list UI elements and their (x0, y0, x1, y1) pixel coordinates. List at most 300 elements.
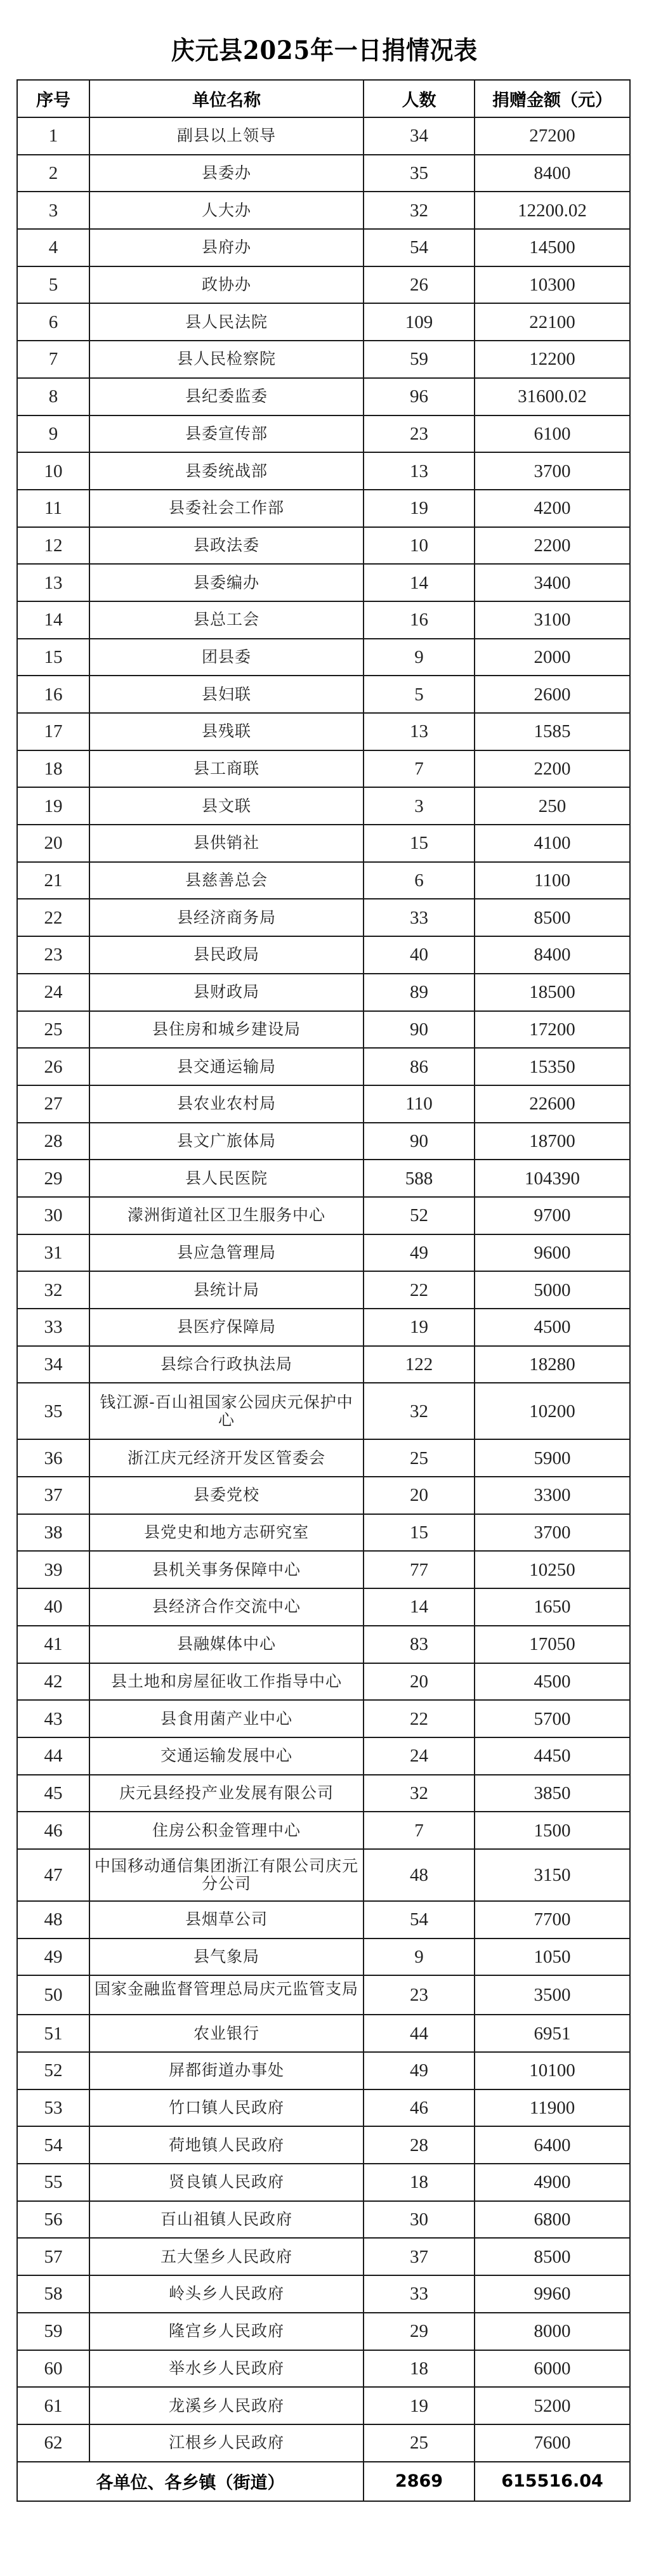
row-number: 11 (17, 490, 89, 527)
table-row (17, 2052, 630, 2089)
donation-amount: 3500 (475, 1975, 630, 2015)
donation-amount: 8500 (475, 2238, 630, 2275)
unit-name: 县纪委监委 (89, 378, 364, 415)
header-amount: 捐赠金额（元） (475, 80, 630, 117)
header-count: 人数 (364, 80, 475, 117)
person-count: 86 (364, 1048, 475, 1085)
unit-name: 交通运输发展中心 (89, 1737, 364, 1775)
donation-amount: 31600.02 (475, 378, 630, 415)
donation-amount: 4500 (475, 1309, 630, 1346)
row-number: 31 (17, 1234, 89, 1272)
unit-name: 县交通运输局 (89, 1048, 364, 1085)
table-row (17, 1663, 630, 1701)
unit-name: 钱江源-百山祖国家公园庆元保护中心 (89, 1383, 364, 1439)
donation-amount: 6800 (475, 2201, 630, 2239)
person-count: 22 (364, 1700, 475, 1737)
unit-name: 县委党校 (89, 1477, 364, 1514)
table-row (17, 564, 630, 601)
person-count: 19 (364, 2387, 475, 2424)
donation-amount: 1050 (475, 1939, 630, 1976)
person-count: 59 (364, 341, 475, 378)
table-row (17, 1939, 630, 1976)
table-row (17, 1737, 630, 1775)
unit-name: 五大堡乡人民政府 (89, 2238, 364, 2275)
person-count: 14 (364, 1588, 475, 1626)
row-number: 26 (17, 1048, 89, 1085)
person-count: 122 (364, 1346, 475, 1383)
unit-name: 县政法委 (89, 527, 364, 565)
person-count: 54 (364, 1901, 475, 1939)
unit-name: 县农业农村局 (89, 1085, 364, 1123)
person-count: 19 (364, 1309, 475, 1346)
person-count: 48 (364, 1849, 475, 1901)
row-number: 30 (17, 1197, 89, 1234)
person-count: 109 (364, 303, 475, 341)
row-number: 59 (17, 2313, 89, 2350)
person-count: 77 (364, 1551, 475, 1588)
row-number: 3 (17, 192, 89, 229)
donation-amount: 12200.02 (475, 192, 630, 229)
unit-name: 县综合行政执法局 (89, 1346, 364, 1383)
table-row (17, 1975, 630, 2015)
table-row (17, 341, 630, 378)
unit-name: 县残联 (89, 713, 364, 750)
person-count: 49 (364, 2052, 475, 2089)
table-row (17, 2424, 630, 2462)
unit-name: 县慈善总会 (89, 862, 364, 899)
donation-amount: 8400 (475, 155, 630, 192)
donation-amount: 27200 (475, 117, 630, 155)
unit-name: 县委办 (89, 155, 364, 192)
row-number: 39 (17, 1551, 89, 1588)
person-count: 16 (364, 601, 475, 639)
donation-amount: 10100 (475, 2052, 630, 2089)
row-number: 19 (17, 787, 89, 825)
table-row (17, 1383, 630, 1439)
row-number: 48 (17, 1901, 89, 1939)
row-number: 13 (17, 564, 89, 601)
table-row (17, 974, 630, 1011)
row-number: 40 (17, 1588, 89, 1626)
table-row (17, 2313, 630, 2350)
donation-amount: 5000 (475, 1271, 630, 1309)
row-number: 10 (17, 452, 89, 490)
donation-amount: 3400 (475, 564, 630, 601)
person-count: 90 (364, 1123, 475, 1160)
donation-amount: 18700 (475, 1123, 630, 1160)
donation-amount: 3150 (475, 1849, 630, 1901)
row-number: 22 (17, 899, 89, 936)
row-number: 15 (17, 639, 89, 676)
person-count: 6 (364, 862, 475, 899)
table-row (17, 1048, 630, 1085)
person-count: 9 (364, 1939, 475, 1976)
table-row (17, 601, 630, 639)
unit-name: 贤良镇人民政府 (89, 2164, 364, 2201)
donation-amount: 3850 (475, 1775, 630, 1812)
table-row (17, 1234, 630, 1272)
person-count: 46 (364, 2089, 475, 2127)
row-number: 35 (17, 1383, 89, 1439)
row-number: 53 (17, 2089, 89, 2127)
person-count: 28 (364, 2126, 475, 2164)
donation-amount: 9600 (475, 1234, 630, 1272)
person-count: 14 (364, 564, 475, 601)
donation-amount: 5700 (475, 1700, 630, 1737)
donation-amount: 10250 (475, 1551, 630, 1588)
row-number: 45 (17, 1775, 89, 1812)
person-count: 24 (364, 1737, 475, 1775)
unit-name: 县委社会工作部 (89, 490, 364, 527)
person-count: 90 (364, 1011, 475, 1049)
table-row (17, 1271, 630, 1309)
donation-amount: 22600 (475, 1085, 630, 1123)
donation-amount: 9960 (475, 2275, 630, 2313)
person-count: 44 (364, 2015, 475, 2052)
donation-amount: 7600 (475, 2424, 630, 2462)
donation-amount: 1100 (475, 862, 630, 899)
row-number: 42 (17, 1663, 89, 1701)
unit-name: 荷地镇人民政府 (89, 2126, 364, 2164)
table-row (17, 155, 630, 192)
donation-amount: 2600 (475, 676, 630, 713)
unit-name: 中国移动通信集团浙江有限公司庆元分公司 (89, 1849, 364, 1901)
donation-amount: 10200 (475, 1383, 630, 1439)
table-row (17, 2350, 630, 2388)
row-number: 33 (17, 1309, 89, 1346)
table-row (17, 862, 630, 899)
row-number: 17 (17, 713, 89, 750)
unit-name: 竹口镇人民政府 (89, 2089, 364, 2127)
person-count: 23 (364, 415, 475, 453)
unit-name: 县民政局 (89, 936, 364, 974)
person-count: 32 (364, 1775, 475, 1812)
donation-amount: 12200 (475, 341, 630, 378)
row-number: 18 (17, 750, 89, 788)
table-row (17, 1901, 630, 1939)
person-count: 22 (364, 1271, 475, 1309)
row-number: 51 (17, 2015, 89, 2052)
unit-name: 国家金融监督管理总局庆元监管支局 (89, 1975, 364, 2015)
table-row (17, 2201, 630, 2239)
row-number: 54 (17, 2126, 89, 2164)
person-count: 18 (364, 2164, 475, 2201)
table-row (17, 1551, 630, 1588)
row-number: 52 (17, 2052, 89, 2089)
donation-amount: 2200 (475, 750, 630, 788)
donation-amount: 8500 (475, 899, 630, 936)
row-number: 25 (17, 1011, 89, 1049)
donation-amount: 17200 (475, 1011, 630, 1049)
donation-amount: 1650 (475, 1588, 630, 1626)
donation-amount: 2000 (475, 639, 630, 676)
unit-name: 县委编办 (89, 564, 364, 601)
table-row (17, 1626, 630, 1663)
table-row (17, 1588, 630, 1626)
unit-name: 县总工会 (89, 601, 364, 639)
person-count: 26 (364, 266, 475, 304)
row-number: 32 (17, 1271, 89, 1309)
unit-name: 县统计局 (89, 1271, 364, 1309)
unit-name: 住房公积金管理中心 (89, 1812, 364, 1849)
donation-amount: 1500 (475, 1812, 630, 1849)
unit-name: 浙江庆元经济开发区管委会 (89, 1439, 364, 1477)
row-number: 38 (17, 1514, 89, 1552)
person-count: 13 (364, 452, 475, 490)
donation-amount: 4100 (475, 825, 630, 862)
total-amount: 615516.04 (475, 2462, 630, 2501)
row-number: 2 (17, 155, 89, 192)
row-number: 34 (17, 1346, 89, 1383)
unit-name: 县妇联 (89, 676, 364, 713)
row-number: 44 (17, 1737, 89, 1775)
donation-amount: 104390 (475, 1160, 630, 1197)
donation-amount: 8400 (475, 936, 630, 974)
person-count: 49 (364, 1234, 475, 1272)
donation-amount: 17050 (475, 1626, 630, 1663)
person-count: 83 (364, 1626, 475, 1663)
person-count: 20 (364, 1477, 475, 1514)
table-row (17, 1812, 630, 1849)
unit-name: 县文联 (89, 787, 364, 825)
page-title: 庆元县2025年一日捐情况表 (171, 36, 478, 65)
donation-amount: 6951 (475, 2015, 630, 2052)
table-row (17, 2015, 630, 2052)
person-count: 15 (364, 1514, 475, 1552)
row-number: 20 (17, 825, 89, 862)
donation-amount: 4450 (475, 1737, 630, 1775)
donation-amount: 5200 (475, 2387, 630, 2424)
table-row (17, 2275, 630, 2313)
table-row (17, 2238, 630, 2275)
unit-name: 县人民法院 (89, 303, 364, 341)
person-count: 35 (364, 155, 475, 192)
person-count: 40 (364, 936, 475, 974)
person-count: 588 (364, 1160, 475, 1197)
person-count: 7 (364, 1812, 475, 1849)
table-row (17, 1011, 630, 1049)
unit-name: 县委宣传部 (89, 415, 364, 453)
donation-amount: 9700 (475, 1197, 630, 1234)
person-count: 5 (364, 676, 475, 713)
donation-amount: 2200 (475, 527, 630, 565)
row-number: 57 (17, 2238, 89, 2275)
unit-name: 县住房和城乡建设局 (89, 1011, 364, 1049)
table-row (17, 1123, 630, 1160)
row-number: 36 (17, 1439, 89, 1477)
unit-name: 团县委 (89, 639, 364, 676)
unit-name: 农业银行 (89, 2015, 364, 2052)
donation-amount: 22100 (475, 303, 630, 341)
unit-name: 人大办 (89, 192, 364, 229)
person-count: 23 (364, 1975, 475, 2015)
total-label: 各单位、各乡镇（街道） (17, 2462, 364, 2501)
unit-name: 举水乡人民政府 (89, 2350, 364, 2388)
row-number: 43 (17, 1700, 89, 1737)
row-number: 9 (17, 415, 89, 453)
unit-name: 副县以上领导 (89, 117, 364, 155)
table-row (17, 2089, 630, 2127)
row-number: 49 (17, 1939, 89, 1976)
header-name: 单位名称 (89, 80, 364, 117)
donation-amount: 1585 (475, 713, 630, 750)
table-row (17, 1775, 630, 1812)
person-count: 52 (364, 1197, 475, 1234)
unit-name: 龙溪乡人民政府 (89, 2387, 364, 2424)
person-count: 32 (364, 192, 475, 229)
table-row (17, 1477, 630, 1514)
unit-name: 县土地和房屋征收工作指导中心 (89, 1663, 364, 1701)
donation-amount: 6400 (475, 2126, 630, 2164)
row-number: 4 (17, 229, 89, 266)
table-header-row (17, 80, 630, 117)
person-count: 9 (364, 639, 475, 676)
table-row (17, 192, 630, 229)
table-row (17, 1700, 630, 1737)
unit-name: 江根乡人民政府 (89, 2424, 364, 2462)
table-row (17, 527, 630, 565)
table-row (17, 415, 630, 453)
unit-name: 县经济商务局 (89, 899, 364, 936)
table-row (17, 117, 630, 155)
table-row (17, 2126, 630, 2164)
person-count: 37 (364, 2238, 475, 2275)
row-number: 21 (17, 862, 89, 899)
person-count: 54 (364, 229, 475, 266)
table-row (17, 303, 630, 341)
person-count: 89 (364, 974, 475, 1011)
person-count: 34 (364, 117, 475, 155)
table-row (17, 713, 630, 750)
unit-name: 县人民医院 (89, 1160, 364, 1197)
table-row (17, 787, 630, 825)
donation-amount: 8000 (475, 2313, 630, 2350)
unit-name: 百山祖镇人民政府 (89, 2201, 364, 2239)
donation-amount: 4200 (475, 490, 630, 527)
unit-name: 县食用菌产业中心 (89, 1700, 364, 1737)
unit-name: 县经济合作交流中心 (89, 1588, 364, 1626)
table-row (17, 1197, 630, 1234)
table-row (17, 1309, 630, 1346)
row-number: 62 (17, 2424, 89, 2462)
donation-amount: 10300 (475, 266, 630, 304)
unit-name: 濛洲街道社区卫生服务中心 (89, 1197, 364, 1234)
row-number: 41 (17, 1626, 89, 1663)
person-count: 15 (364, 825, 475, 862)
donation-amount: 6100 (475, 415, 630, 453)
donation-amount: 6000 (475, 2350, 630, 2388)
unit-name: 县文广旅体局 (89, 1123, 364, 1160)
person-count: 25 (364, 1439, 475, 1477)
unit-name: 屏都街道办事处 (89, 2052, 364, 2089)
unit-name: 岭头乡人民政府 (89, 2275, 364, 2313)
donation-amount: 3100 (475, 601, 630, 639)
row-number: 1 (17, 117, 89, 155)
person-count: 18 (364, 2350, 475, 2388)
row-number: 28 (17, 1123, 89, 1160)
table-row (17, 1514, 630, 1552)
donation-amount: 3300 (475, 1477, 630, 1514)
unit-name: 县委统战部 (89, 452, 364, 490)
donation-amount: 7700 (475, 1901, 630, 1939)
total-row (17, 2462, 630, 2501)
person-count: 3 (364, 787, 475, 825)
table-row (17, 1085, 630, 1123)
person-count: 30 (364, 2201, 475, 2239)
unit-name: 隆宫乡人民政府 (89, 2313, 364, 2350)
donation-amount: 250 (475, 787, 630, 825)
unit-name: 县融媒体中心 (89, 1626, 364, 1663)
donation-amount: 15350 (475, 1048, 630, 1085)
person-count: 110 (364, 1085, 475, 1123)
table-row (17, 1160, 630, 1197)
row-number: 37 (17, 1477, 89, 1514)
donation-amount: 3700 (475, 452, 630, 490)
table-row (17, 490, 630, 527)
table-row (17, 1849, 630, 1901)
header-no: 序号 (17, 80, 89, 117)
unit-name: 县气象局 (89, 1939, 364, 1976)
table-row (17, 452, 630, 490)
table-row (17, 936, 630, 974)
donation-amount: 18500 (475, 974, 630, 1011)
row-number: 14 (17, 601, 89, 639)
unit-name: 县人民检察院 (89, 341, 364, 378)
table-body (17, 117, 630, 2462)
donation-amount: 18280 (475, 1346, 630, 1383)
unit-name: 县应急管理局 (89, 1234, 364, 1272)
donation-amount: 4500 (475, 1663, 630, 1701)
person-count: 25 (364, 2424, 475, 2462)
table-row (17, 750, 630, 788)
row-number: 46 (17, 1812, 89, 1849)
unit-name: 县医疗保障局 (89, 1309, 364, 1346)
row-number: 7 (17, 341, 89, 378)
total-count: 2869 (364, 2462, 475, 2501)
donation-amount: 5900 (475, 1439, 630, 1477)
unit-name: 县供销社 (89, 825, 364, 862)
person-count: 33 (364, 899, 475, 936)
row-number: 12 (17, 527, 89, 565)
table-row (17, 266, 630, 304)
row-number: 27 (17, 1085, 89, 1123)
unit-name: 县府办 (89, 229, 364, 266)
donation-amount: 14500 (475, 229, 630, 266)
table-row (17, 1346, 630, 1383)
unit-name: 庆元县经投产业发展有限公司 (89, 1775, 364, 1812)
row-number: 24 (17, 974, 89, 1011)
row-number: 16 (17, 676, 89, 713)
table-row (17, 229, 630, 266)
table-row (17, 2387, 630, 2424)
row-number: 8 (17, 378, 89, 415)
unit-name: 县党史和地方志研究室 (89, 1514, 364, 1552)
table-row (17, 639, 630, 676)
row-number: 50 (17, 1975, 89, 2015)
person-count: 96 (364, 378, 475, 415)
person-count: 10 (364, 527, 475, 565)
row-number: 56 (17, 2201, 89, 2239)
row-number: 23 (17, 936, 89, 974)
unit-name: 政协办 (89, 266, 364, 304)
donation-table (16, 79, 631, 2502)
row-number: 5 (17, 266, 89, 304)
unit-name: 县机关事务保障中心 (89, 1551, 364, 1588)
unit-name: 县财政局 (89, 974, 364, 1011)
row-number: 58 (17, 2275, 89, 2313)
table-row (17, 2164, 630, 2201)
row-number: 60 (17, 2350, 89, 2388)
